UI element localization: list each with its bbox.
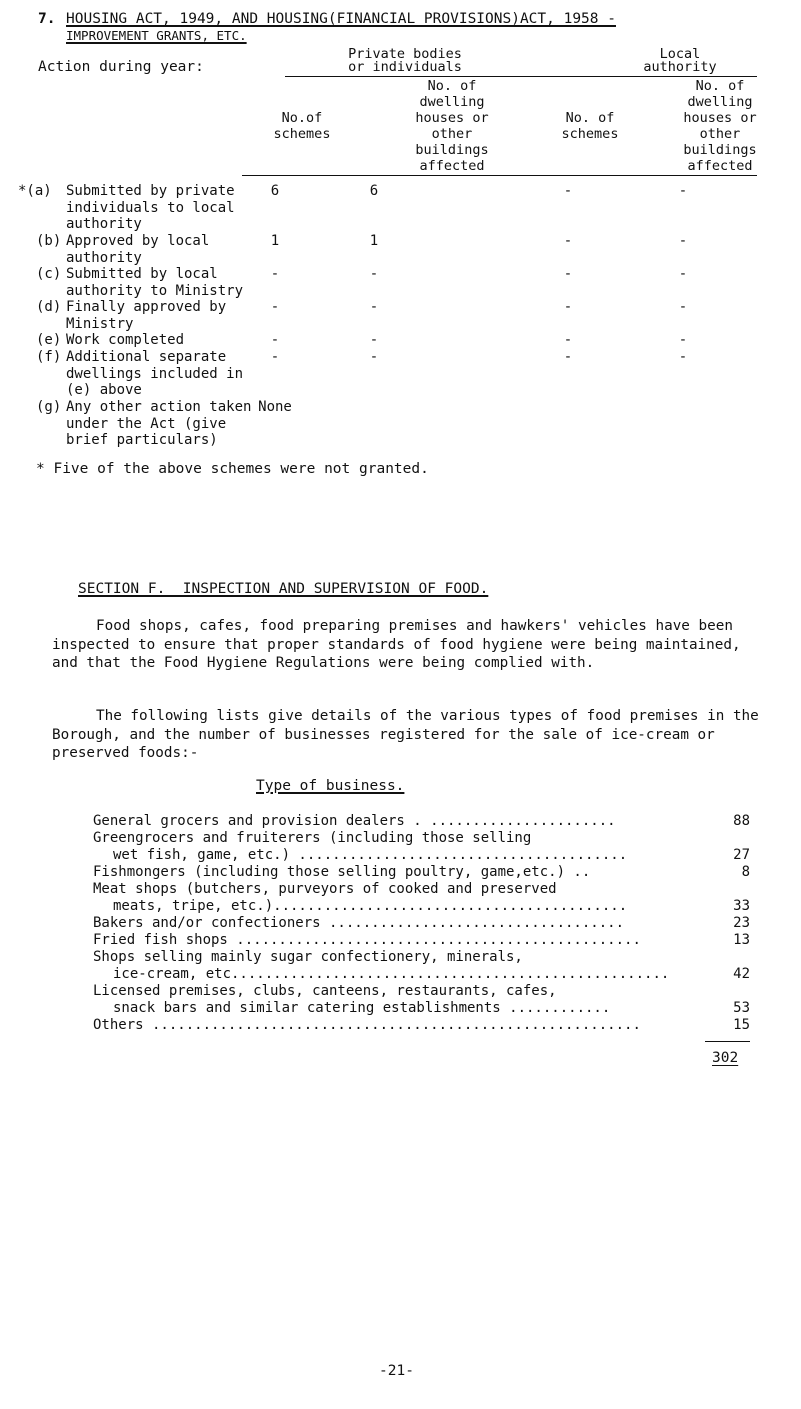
action-label: Action during year: bbox=[38, 59, 204, 75]
row-key: (e) bbox=[36, 332, 62, 348]
row-key: (g) bbox=[36, 399, 62, 415]
business-count: 42 bbox=[733, 966, 750, 982]
row-label: Any other action taken under the Act (give brief particulars) bbox=[66, 399, 252, 448]
row-label: Work completed bbox=[66, 332, 185, 348]
group-local-2: authority bbox=[643, 59, 717, 75]
total-rule bbox=[705, 1041, 750, 1042]
business-line-cont: snack bars and similar catering establishments ............ bbox=[113, 1000, 611, 1016]
group-private-2: or individuals bbox=[348, 59, 462, 75]
business-line-cont: wet fish, game, etc.) ....................................... bbox=[113, 847, 628, 863]
header-rule-bottom bbox=[242, 175, 757, 176]
row-key: *(a) bbox=[18, 183, 52, 199]
header-rule-top bbox=[285, 76, 757, 77]
business-count: 53 bbox=[733, 1000, 750, 1016]
col-dwellings-local: No. of dwelling houses or other buildings affected bbox=[683, 78, 757, 174]
business-count: 88 bbox=[700, 813, 750, 830]
row-label: Approved by local authority bbox=[66, 233, 210, 266]
cell-dwellings-local: - bbox=[678, 349, 688, 365]
col-dwellings-private: No. of dwelling houses or other buildings affected bbox=[415, 78, 489, 174]
cell-schemes-local: - bbox=[563, 332, 573, 348]
cell-dwellings-local: - bbox=[678, 332, 688, 348]
business-count: 23 bbox=[733, 915, 750, 931]
business-line: Bakers and/or confectioners ................................... bbox=[93, 915, 625, 931]
cell-schemes-local: - bbox=[563, 349, 573, 365]
business-count: 27 bbox=[733, 847, 750, 863]
business-line: Licensed premises, clubs, canteens, restaurants, cafes, bbox=[93, 983, 557, 999]
cell-schemes-private: - bbox=[270, 349, 280, 365]
business-line-cont: ice-cream, etc.................................................... bbox=[113, 966, 670, 982]
cell-schemes-local: - bbox=[563, 183, 573, 199]
row-key: (d) bbox=[36, 299, 62, 315]
heading-line-1: HOUSING ACT, 1949, AND HOUSING(FINANCIAL PROVISIONS)ACT, 1958 - bbox=[66, 11, 616, 27]
heading-line-2: IMPROVEMENT GRANTS, ETC. bbox=[66, 28, 247, 43]
page-number: -21- bbox=[379, 1363, 414, 1379]
cell-schemes-private: None bbox=[258, 399, 292, 415]
cell-dwellings-local: - bbox=[678, 183, 688, 199]
cell-schemes-private: - bbox=[270, 266, 280, 282]
business-line-cont: meats, tripe, etc.).......................................... bbox=[113, 898, 628, 914]
cell-dwellings-private: - bbox=[369, 299, 379, 315]
row-label: Additional separate dwellings included in (e) above bbox=[66, 349, 244, 398]
business-count: 15 bbox=[733, 1017, 750, 1033]
cell-dwellings-private: - bbox=[369, 266, 379, 282]
total-value: 302 bbox=[712, 1050, 739, 1066]
business-count: 33 bbox=[733, 898, 750, 914]
business-line: Greengrocers and fruiterers (including those selling bbox=[93, 830, 532, 846]
cell-dwellings-private: 6 bbox=[369, 183, 379, 199]
business-line: Shops selling mainly sugar confectionery, minerals, bbox=[93, 949, 523, 965]
cell-dwellings-local: - bbox=[678, 266, 688, 282]
row-label: Submitted by local authority to Ministry bbox=[66, 266, 244, 299]
group-local: Local bbox=[659, 46, 701, 62]
cell-schemes-private: - bbox=[270, 332, 280, 348]
col-schemes-local: No. of schemes bbox=[561, 110, 619, 142]
business-line: Fried fish shops ................................................ bbox=[93, 932, 641, 948]
business-count: 8 bbox=[741, 864, 750, 880]
business-line: General grocers and provision dealers . ...................... bbox=[93, 813, 616, 829]
type-heading: Type of business. bbox=[256, 778, 405, 794]
cell-schemes-local: - bbox=[563, 233, 573, 249]
business-count: 13 bbox=[733, 932, 750, 948]
col-schemes-private: No.of schemes bbox=[273, 110, 331, 142]
section-f-title: SECTION F. INSPECTION AND SUPERVISION OF FOOD. bbox=[78, 581, 489, 597]
row-label: Submitted by private individuals to local authority bbox=[66, 183, 235, 232]
paragraph-2: The following lists give details of the various types of food premises in the Borough, and the number of businesses registered for the sale of ice-cream or preserved foods:- bbox=[52, 708, 759, 761]
cell-dwellings-private: - bbox=[369, 349, 379, 365]
cell-dwellings-local: - bbox=[678, 299, 688, 315]
row-key: (f) bbox=[36, 349, 62, 365]
table-footnote: * Five of the above schemes were not granted. bbox=[36, 461, 429, 477]
cell-dwellings-local: - bbox=[678, 233, 688, 249]
cell-schemes-private: 1 bbox=[270, 233, 280, 249]
cell-schemes-local: - bbox=[563, 266, 573, 282]
cell-dwellings-private: - bbox=[369, 332, 379, 348]
paragraph-1: Food shops, cafes, food preparing premises and hawkers' vehicles have been inspected to ensure that proper standards of food hygiene were being maintained, and that the Food Hygiene Regulations were being complied with. bbox=[52, 618, 741, 671]
cell-schemes-private: - bbox=[270, 299, 280, 315]
cell-dwellings-private: 1 bbox=[369, 233, 379, 249]
business-line: Others .......................................................... bbox=[93, 1017, 641, 1033]
row-key: (c) bbox=[36, 266, 62, 282]
business-line: Fishmongers (including those selling poultry, game,etc.) .. bbox=[93, 864, 591, 880]
cell-schemes-private: 6 bbox=[270, 183, 280, 199]
business-line: Meat shops (butchers, purveyors of cooked and preserved bbox=[93, 881, 557, 897]
row-label: Finally approved by Ministry bbox=[66, 299, 227, 332]
group-private: Private bodies bbox=[348, 46, 462, 62]
cell-schemes-local: - bbox=[563, 299, 573, 315]
row-key: (b) bbox=[36, 233, 62, 249]
section-number: 7. bbox=[38, 11, 56, 27]
